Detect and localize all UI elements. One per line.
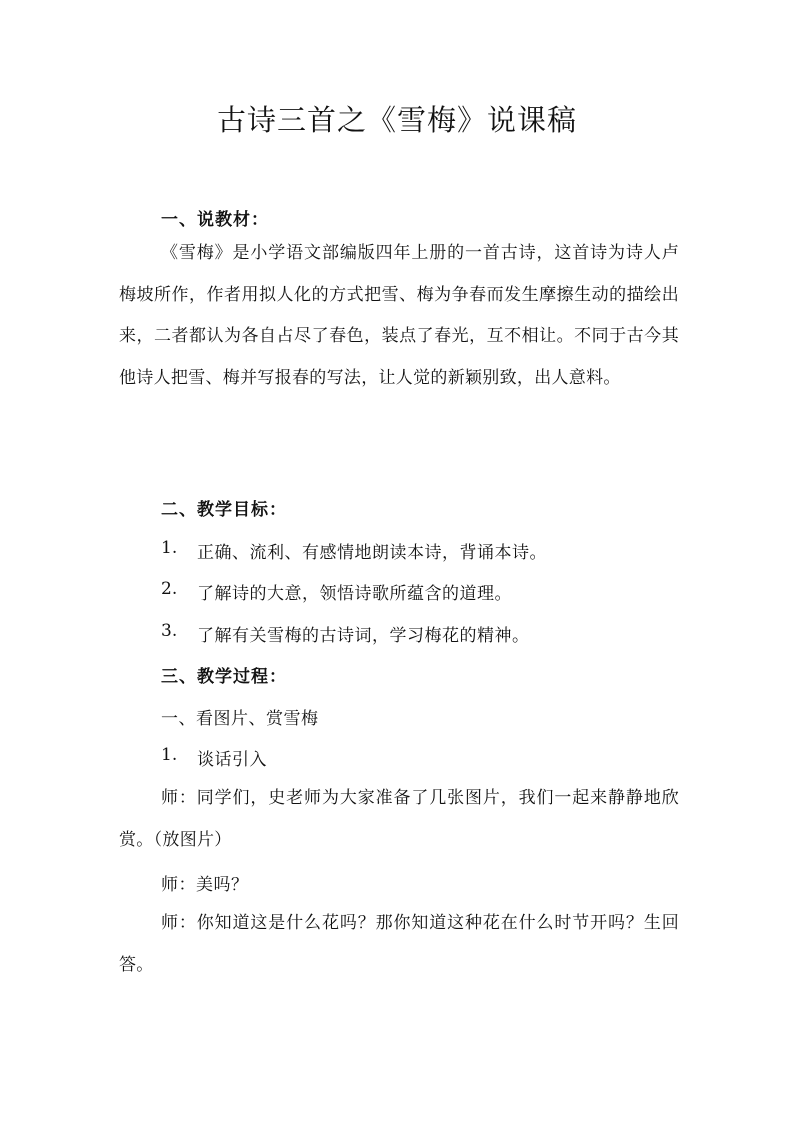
goal-number-2: 2.	[161, 579, 178, 599]
process-step-1: 一、看图片、赏雪梅	[161, 709, 319, 729]
sub-step-number-1: 1.	[161, 745, 178, 765]
dialogue-paragraph-1: 师：同学们，史老师为大家准备了几张图片，我们一起来静静地欣赏。（放图片）	[119, 788, 679, 850]
dialogue-paragraph-2: 师：美吗？	[161, 875, 249, 895]
section-heading-teaching-goals: 二、教学目标：	[161, 500, 287, 520]
sub-step-text-1: 谈话引入	[197, 750, 267, 770]
goal-text-2: 了解诗的大意，领悟诗歌所蕴含的道理。	[197, 584, 512, 604]
teaching-material-paragraph: 《雪梅》是小学语文部编版四年上册的一首古诗，这首诗为诗人卢梅坡所作，作者用拟人化的方式把雪、梅为争春而发生摩擦生动的描绘出来，二者都认为各自占尽了春色，装点了春光，互不相让。不同于古今其他诗人把雪、梅并写报春的写法，让人觉的新颖别致，出人意料。	[119, 243, 679, 388]
section-heading-teaching-process: 三、教学过程：	[161, 667, 287, 687]
document-title: 古诗三首之《雪梅》说课稿	[216, 103, 577, 137]
goal-number-3: 3.	[161, 621, 178, 641]
section-heading-teaching-material: 一、说教材：	[161, 210, 269, 230]
dialogue-paragraph-3: 师：你知道这是什么花吗？那你知道这种花在什么时节开吗？生回答。	[119, 913, 679, 975]
goal-text-1: 正确、流利、有感情地朗读本诗，背诵本诗。	[197, 543, 547, 563]
goal-number-1: 1.	[161, 538, 178, 558]
goal-text-3: 了解有关雪梅的古诗词，学习梅花的精神。	[197, 626, 530, 646]
